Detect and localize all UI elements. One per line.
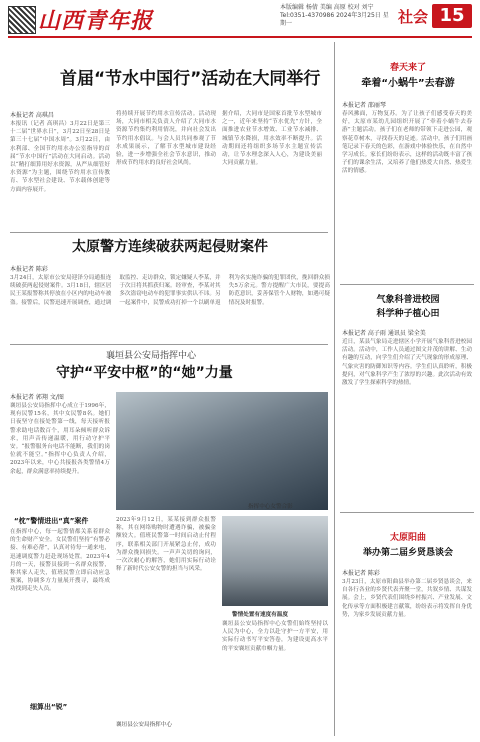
sidebar3-headline-2: 举办第二届乡贤恳谈会 (362, 548, 453, 558)
story3-text: 襄垣县公安局指挥中心成立于1996年，现有民警15名，其中女民警8名。她们日夜坚守在接处警第一线，每天接听报警求助电话数百个，用耳朵倾听群众诉求，用声音传递温暖，用行动守护平安。“报警服务台电话不能断，我们的岗位就不能空。”指挥中心负责人介绍，2023年以来，中心共接报各类警情4万余起，群众满意率持续提升。 (10, 403, 110, 475)
story3-subhead1: “枕”警情进出“真”案件 (14, 517, 89, 525)
story3-col2-footer: 襄垣县公安局指挥中心 (116, 722, 172, 728)
story3-text2: 在指挥中心，每一起警情都关系着群众的生命财产安全。女民警们坚持“有警必接、有难必帮”，认真对待每一通来电，迅速调度警力赶赴现场处置。2023年4月的一天，接警员接到一名群众报警，称其家人走失，值班民警立即启动应急预案，协调多方力量展开搜寻，最终成功找到走失人员。 (10, 529, 110, 593)
story1-byline: 本报记者 高琪昌 (10, 112, 54, 119)
story3-col3: 襄垣县公安局指挥中心女警们始终坚持以人民为中心，全力以赴守护一方平安，用实际行动书写平安答卷，为建设更高水平的平安襄垣贡献巾帼力量。 (222, 621, 328, 652)
sidebar-divider-1 (340, 284, 474, 285)
sidebar3-headline-1: 太原阳曲 (389, 533, 426, 543)
masthead-logo: 山西青年报 (38, 8, 154, 34)
qr-code-icon (8, 6, 36, 34)
story3-caption2: 警情处置有速度有温度 (232, 612, 288, 618)
sidebar1-byline: 本报记者 邵丽琴 (342, 102, 386, 109)
section-divider (10, 232, 328, 233)
sidebar3-text: 3月23日，太原市阳曲县举办第二届乡贤恳谈会，来自各行各业的乡贤代表齐聚一堂，共叙乡情、共谋发展。会上，乡贤代表们围绕乡村振兴、产业发展、文化传承等方面积极建言献策，纷纷表示将发挥自身优势，为家乡发展贡献力量。 (342, 579, 472, 618)
masthead-info (280, 4, 390, 28)
story1-headline: 首届“节水中国行”活动在大同举行 (60, 69, 321, 89)
sidebar3-byline: 本报记者 陈彩 (342, 570, 380, 577)
story3-kicker: 襄垣县公安局指挥中心 (106, 351, 197, 361)
story3-photo (116, 392, 328, 510)
sidebar2-headline-2: 科学种子植心田 (376, 309, 440, 319)
masthead-info-line1: 本版编辑 杨倩 美编 高原 校对 刘宁 (280, 4, 374, 11)
story2-byline: 本报记者 陈彩 (10, 266, 48, 273)
story1-col1: 本报讯（记者 高琪昌）3月22日是第三十二届“世界水日”，3月22日至28日是第三十七届“中国水周”。3月22日，由水利部、全国节约用水办公室指导的首届“节水中国行”活动在大同启动。活动以“精打细算用好水资源，从严从细管好水资源”为主题，围绕节约用水宣传教育、节水型社会建设、节水载体创建等方面内容展开。 (10, 121, 110, 193)
story3-photo-caption: 指挥中心女警合影 (248, 504, 293, 510)
story1-col3: 据介绍，大同市是国家首批节水型城市之一，近年来坚持“节水优先”方针，全面推进农业节水增效、工业节水减排、城镇节水降损，用水效率不断提升。活动期间还将组织多场节水主题宣传活动，让节水理念深入人心，为建设美丽大同贡献力量。 (222, 111, 322, 167)
story2-headline: 太原警方连续破获两起侵财案件 (72, 239, 268, 255)
sidebar2-headline-1: 气象科普进校园 (376, 295, 440, 305)
sidebar1-text: 春风拂面，万物复苏。为了让孩子们感受春天的美好，太原市某幼儿园组织开展了“牵着小蜗牛去春游”主题活动。孩子们在老师的带领下走进公园，观察花草树木，寻找春天的足迹。活动中，孩子们用画笔记录下春天的色彩，在游戏中体验快乐，在自然中学习成长。家长们纷纷表示，这样的活动既丰富了孩子们的课余生活，又培养了他们热爱大自然、热爱生活的情感。 (342, 111, 472, 175)
story3-photo-2 (222, 516, 328, 606)
sidebar2-text: 近日，某县气象局走进辖区小学开展气象科普进校园活动。活动中，工作人员通过图文并茂的讲解、生动有趣的互动，向学生们介绍了天气现象的形成原理、气象灾害的防御知识等内容。学生们认真聆听，积极提问，对气象科学产生了浓厚的兴趣。此次活动有效激发了学生探索科学的热情。 (342, 339, 472, 387)
masthead-divider (8, 36, 472, 38)
sidebar2-byline: 本报记者 高子雨 通讯员 梁全美 (342, 330, 426, 337)
story3-subhead2: 细算出“锐” (30, 703, 68, 711)
column-divider (334, 42, 335, 736)
section-name: 社会 (398, 8, 429, 26)
story1-col2: 将持续开展节约用水宣传活动。活动现场，大同市相关负责人介绍了大同市水资源节约集约利用情况，并向社会发出节约用水倡议。与会人员共同参观了节水成果展示，了解节水型城市建设经验，进一步增强全社会节水意识，推动形成节约用水的良好社会风尚。 (116, 111, 216, 167)
sidebar1-headline-top: 春天来了 (389, 63, 426, 73)
story3-col2: 2023年9月12日，某某接到群众报警称，其在网络购物时遭遇诈骗，被骗金额较大。值班民警第一时间启动止付程序，联系相关部门开展紧急止付，成功为群众挽回损失。一声声关切的询问，一次次耐心的解答，她们用实际行动诠释了新时代公安女警的担当与风采。 (116, 517, 216, 573)
story3-byline: 本报记者 郭翔 文/图 (10, 394, 64, 401)
sidebar1-headline: 牵着“小蜗牛”去春游 (361, 78, 455, 89)
story3-headline: 守护“平安中枢”的“她”力量 (56, 365, 233, 381)
sidebar-divider-2 (340, 512, 474, 513)
section-divider-2 (10, 344, 328, 345)
masthead-info-line2: Tel:0351-4370986 2024年3月25日 星期一 (280, 12, 389, 27)
story2-text: 3月24日，太原市公安局迎泽分局通报连续破获两起侵财案件。3月18日，辖区居民王某报警称其停放在小区内的电动车被盗。接警后，民警迅速开展调查，通过调取监控、走访群众，锁定嫌疑人李某，并于次日将其抓获归案。经审查，李某对其多次盗窃电动车的犯罪事实供认不讳。另一起案件中，民警成功打掉一个以刷单返利为名实施诈骗的犯罪团伙，挽回群众损失5万余元。警方提醒广大市民，要提高防范意识，妥善保管个人财物，如遇可疑情况及时报警。 (10, 275, 330, 306)
page-number: 15 (432, 4, 472, 28)
